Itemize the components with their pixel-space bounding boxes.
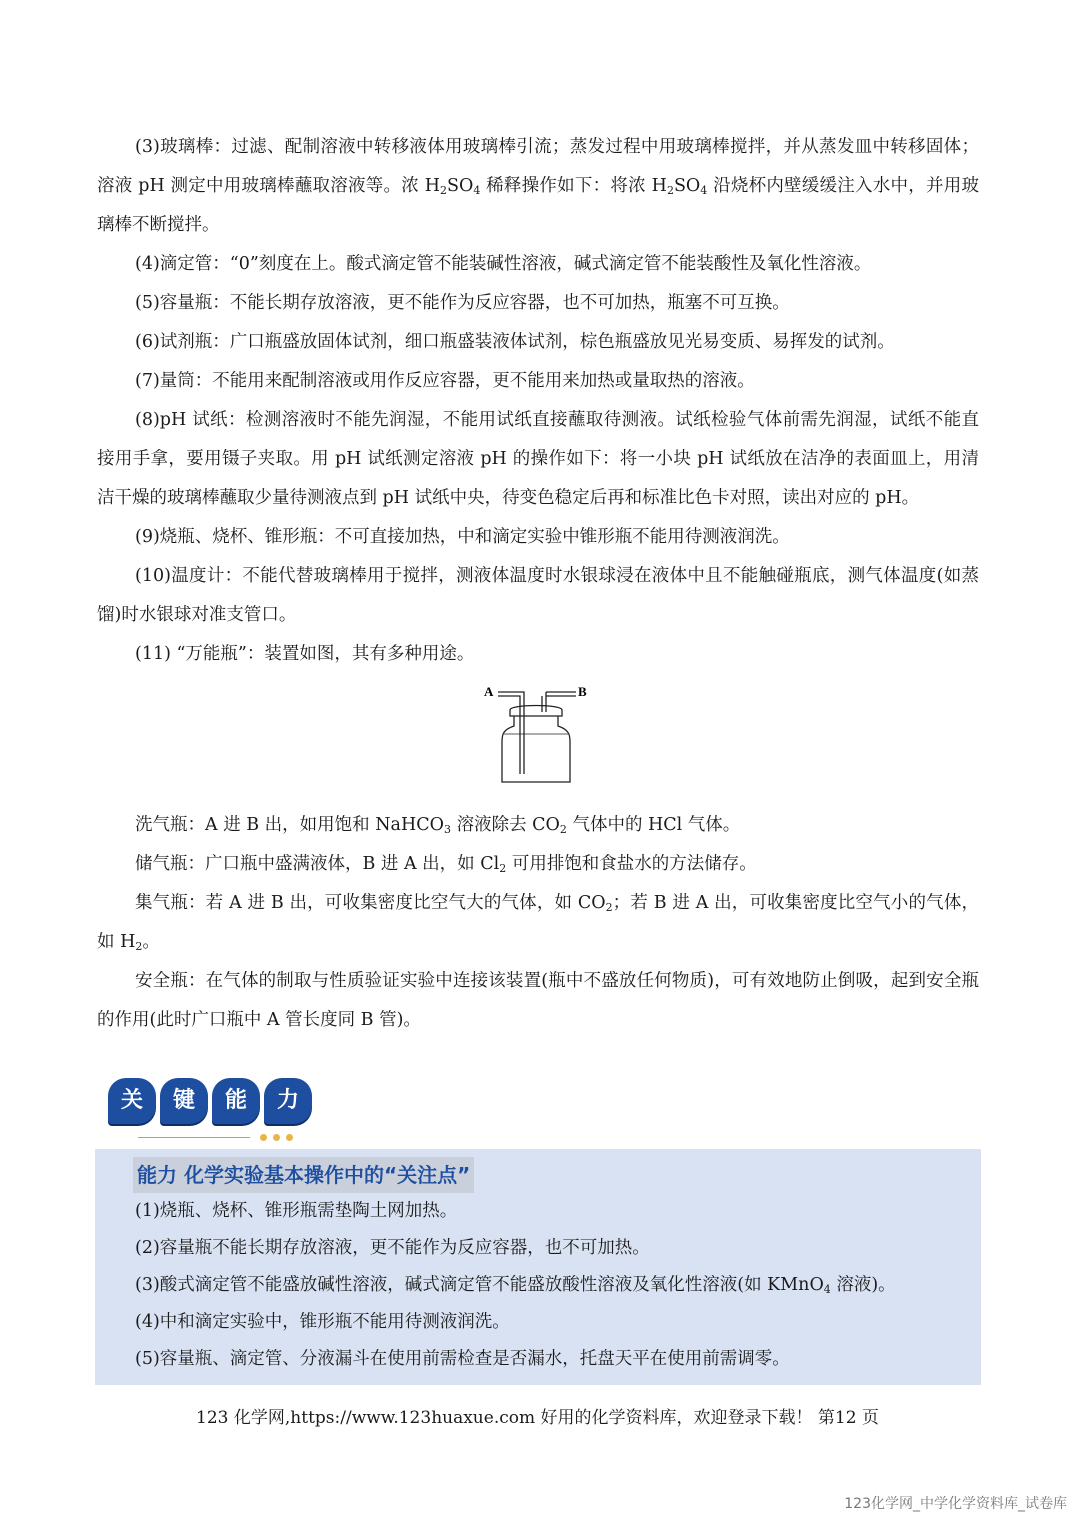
banner-dot	[286, 1134, 293, 1141]
paragraph-safety-bottle: 安全瓶：在气体的制取与性质验证实验中连接该装置(瓶中不盛放任何物质)，可有效地防止倒吸，起到安全瓶的作用(此时广口瓶中 A 管长度同 B 管)。	[97, 971, 979, 1030]
list-item: (4)中和滴定实验中，锥形瓶不能用待测液润洗。	[135, 1312, 510, 1332]
paragraph-washing-bottle: 洗气瓶：A 进 B 出，如用饱和 NaHCO$_3$ 溶液除去 $CO_2$ 气体中的 HCl 气体。	[135, 815, 741, 836]
watermark: 123化学网_中学化学资料库_试卷库	[844, 1496, 1067, 1512]
paragraph-volumetric-flask: (5)容量瓶：不能长期存放溶液，更不能作为反应容器，也不可加热，瓶塞不可互换。	[135, 293, 790, 313]
figure-label-b: B	[578, 684, 587, 699]
paragraph-collecting-bottle: 集气瓶：若 A 进 B 出，可收集密度比空气大的气体，如 $CO_2$；若 B 进 A 出，可收集密度比空气小的气体，如 $H_2$。	[97, 893, 979, 953]
list-item: (2)容量瓶不能长期存放溶液，更不能作为反应容器，也不可加热。	[135, 1238, 650, 1258]
banner-char-4: 力	[264, 1078, 312, 1124]
banner-dot	[273, 1134, 280, 1141]
panel-title: 能力 化学实验基本操作中的“关注点”	[133, 1157, 474, 1193]
banner-divider	[138, 1137, 250, 1138]
paragraph-thermometer: (10)温度计：不能代替玻璃棒用于搅拌，测液体温度时水银球浸在液体中且不能触碰瓶底，测气体温度(如蒸馏)时水银球对准支管口。	[97, 566, 979, 625]
paragraph-storage-bottle: 储气瓶：广口瓶中盛满液体，B 进 A 出，如 $Cl_2$ 可用排饱和食盐水的方法储存。	[135, 854, 757, 875]
key-ability-banner	[108, 1078, 328, 1148]
figure-label-a: A	[484, 684, 494, 699]
paragraph-reagent-bottle: (6)试剂瓶：广口瓶盛放固体试剂，细口瓶盛装液体试剂，棕色瓶盛放见光易变质、易挥发的试剂。	[135, 332, 895, 352]
paragraph-burette: (4)滴定管：“0”刻度在上。酸式滴定管不能装碱性溶液，碱式滴定管不能装酸性及氧化性溶液。	[135, 254, 872, 274]
panel-list	[135, 1193, 965, 1378]
list-item: (3)酸式滴定管不能盛放碱性溶液，碱式滴定管不能盛放酸性溶液及氧化性溶液(如 KMnO$_4$ 溶液)。	[135, 1275, 896, 1296]
banner-char-1: 关	[108, 1078, 156, 1124]
paragraph-graduated-cylinder: (7)量筒：不能用来配制溶液或用作反应容器，更不能用来加热或量取热的溶液。	[135, 371, 755, 391]
gas-washing-bottle-icon	[480, 682, 595, 787]
banner-char-3: 能	[212, 1078, 260, 1124]
banner-dot	[260, 1134, 267, 1141]
list-item: (1)烧瓶、烧杯、锥形瓶需垫陶土网加热。	[135, 1201, 458, 1221]
paragraph-flasks: (9)烧瓶、烧杯、锥形瓶：不可直接加热，中和滴定实验中锥形瓶不能用待测液润洗。	[135, 527, 790, 547]
banner-char-2: 键	[160, 1078, 208, 1124]
paragraph-ph-paper: (8)pH 试纸：检测溶液时不能先润湿，不能用试纸直接蘸取待测液。试纸检验气体前需先润湿，试纸不能直接用手拿，要用镊子夹取。用 pH 试纸测定溶液 pH 的操作如下：将一小块 pH 试纸放在洁净的表面皿上，用清洁干燥的玻璃棒蘸取少量待测液点到 pH 试纸中央，待变色稳定后再和标准比色卡对照，读出对应的 pH。	[97, 410, 979, 508]
paragraph-glass-rod: (3)玻璃棒：过滤、配制溶液中转移液体用玻璃棒引流；蒸发过程中用玻璃棒搅拌，并从蒸发皿中转移固体；溶液 pH 测定中用玻璃棒蘸取溶液等。浓 $H_2SO_4$ 稀释操作如下：将浓 $H_2SO_4$ 沿烧杯内壁缓缓注入水中，并用玻璃棒不断搅拌。	[97, 137, 979, 235]
key-points-panel	[95, 1149, 981, 1385]
main-content	[97, 128, 979, 1040]
list-item: (5)容量瓶、滴定管、分液漏斗在使用前需检查是否漏水，托盘天平在使用前需调零。	[135, 1349, 790, 1369]
page-footer: 123 化学网,https://www.123huaxue.com 好用的化学资料库，欢迎登录下载！ 第12 页	[196, 1408, 879, 1428]
paragraph-universal-bottle: (11) “万能瓶”：装置如图，其有多种用途。	[135, 644, 475, 664]
universal-bottle-figure	[97, 674, 979, 806]
